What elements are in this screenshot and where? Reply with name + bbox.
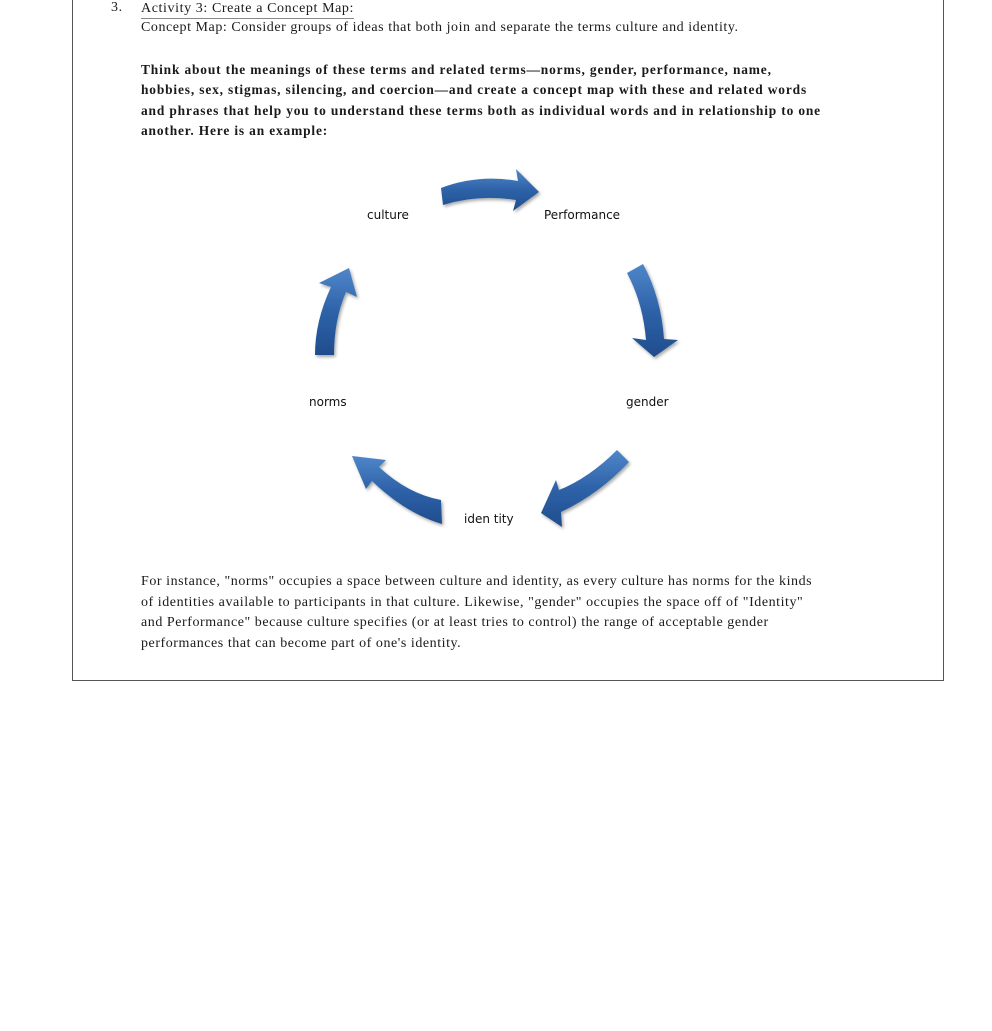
explanation-line: For instance, "norms" occupies a space between culture and identity, as every culture has norms for the kinds xyxy=(141,574,813,589)
node-norms: norms xyxy=(309,395,347,409)
list-number: 3. xyxy=(111,0,123,15)
explanation-line: and Performance" because culture specifies (or at least tries to control) the range of acceptable gender xyxy=(141,615,769,630)
instruction-line: and phrases that help you to understand these terms both as individual words and in relationship to one xyxy=(141,102,821,118)
instruction-line: Think about the meanings of these terms and related terms—norms, gender, performance, name, xyxy=(141,62,772,77)
instruction-line: hobbies, sex, stigmas, silencing, and coercion—and create a concept map with these and related words xyxy=(141,82,808,98)
explanation-line: performances that can become part of one's identity. xyxy=(141,635,462,651)
explanation-paragraph xyxy=(141,572,931,654)
instructions xyxy=(141,60,941,142)
node-gender: gender xyxy=(626,395,669,409)
node-performance: Performance xyxy=(544,208,621,222)
node-culture: culture xyxy=(367,208,409,222)
explanation-line: of identities available to participants in that culture. Likewise, "gender" occupies the space off of "Identity" xyxy=(141,594,804,610)
activity-subtitle: Concept Map: Consider groups of ideas that both join and separate the terms culture and identity. xyxy=(141,20,739,35)
instruction-line: another. Here is an example: xyxy=(141,123,329,139)
activity-heading: Activity 3: Create a Concept Map: xyxy=(141,0,354,19)
node-identity: iden tity xyxy=(464,512,514,526)
